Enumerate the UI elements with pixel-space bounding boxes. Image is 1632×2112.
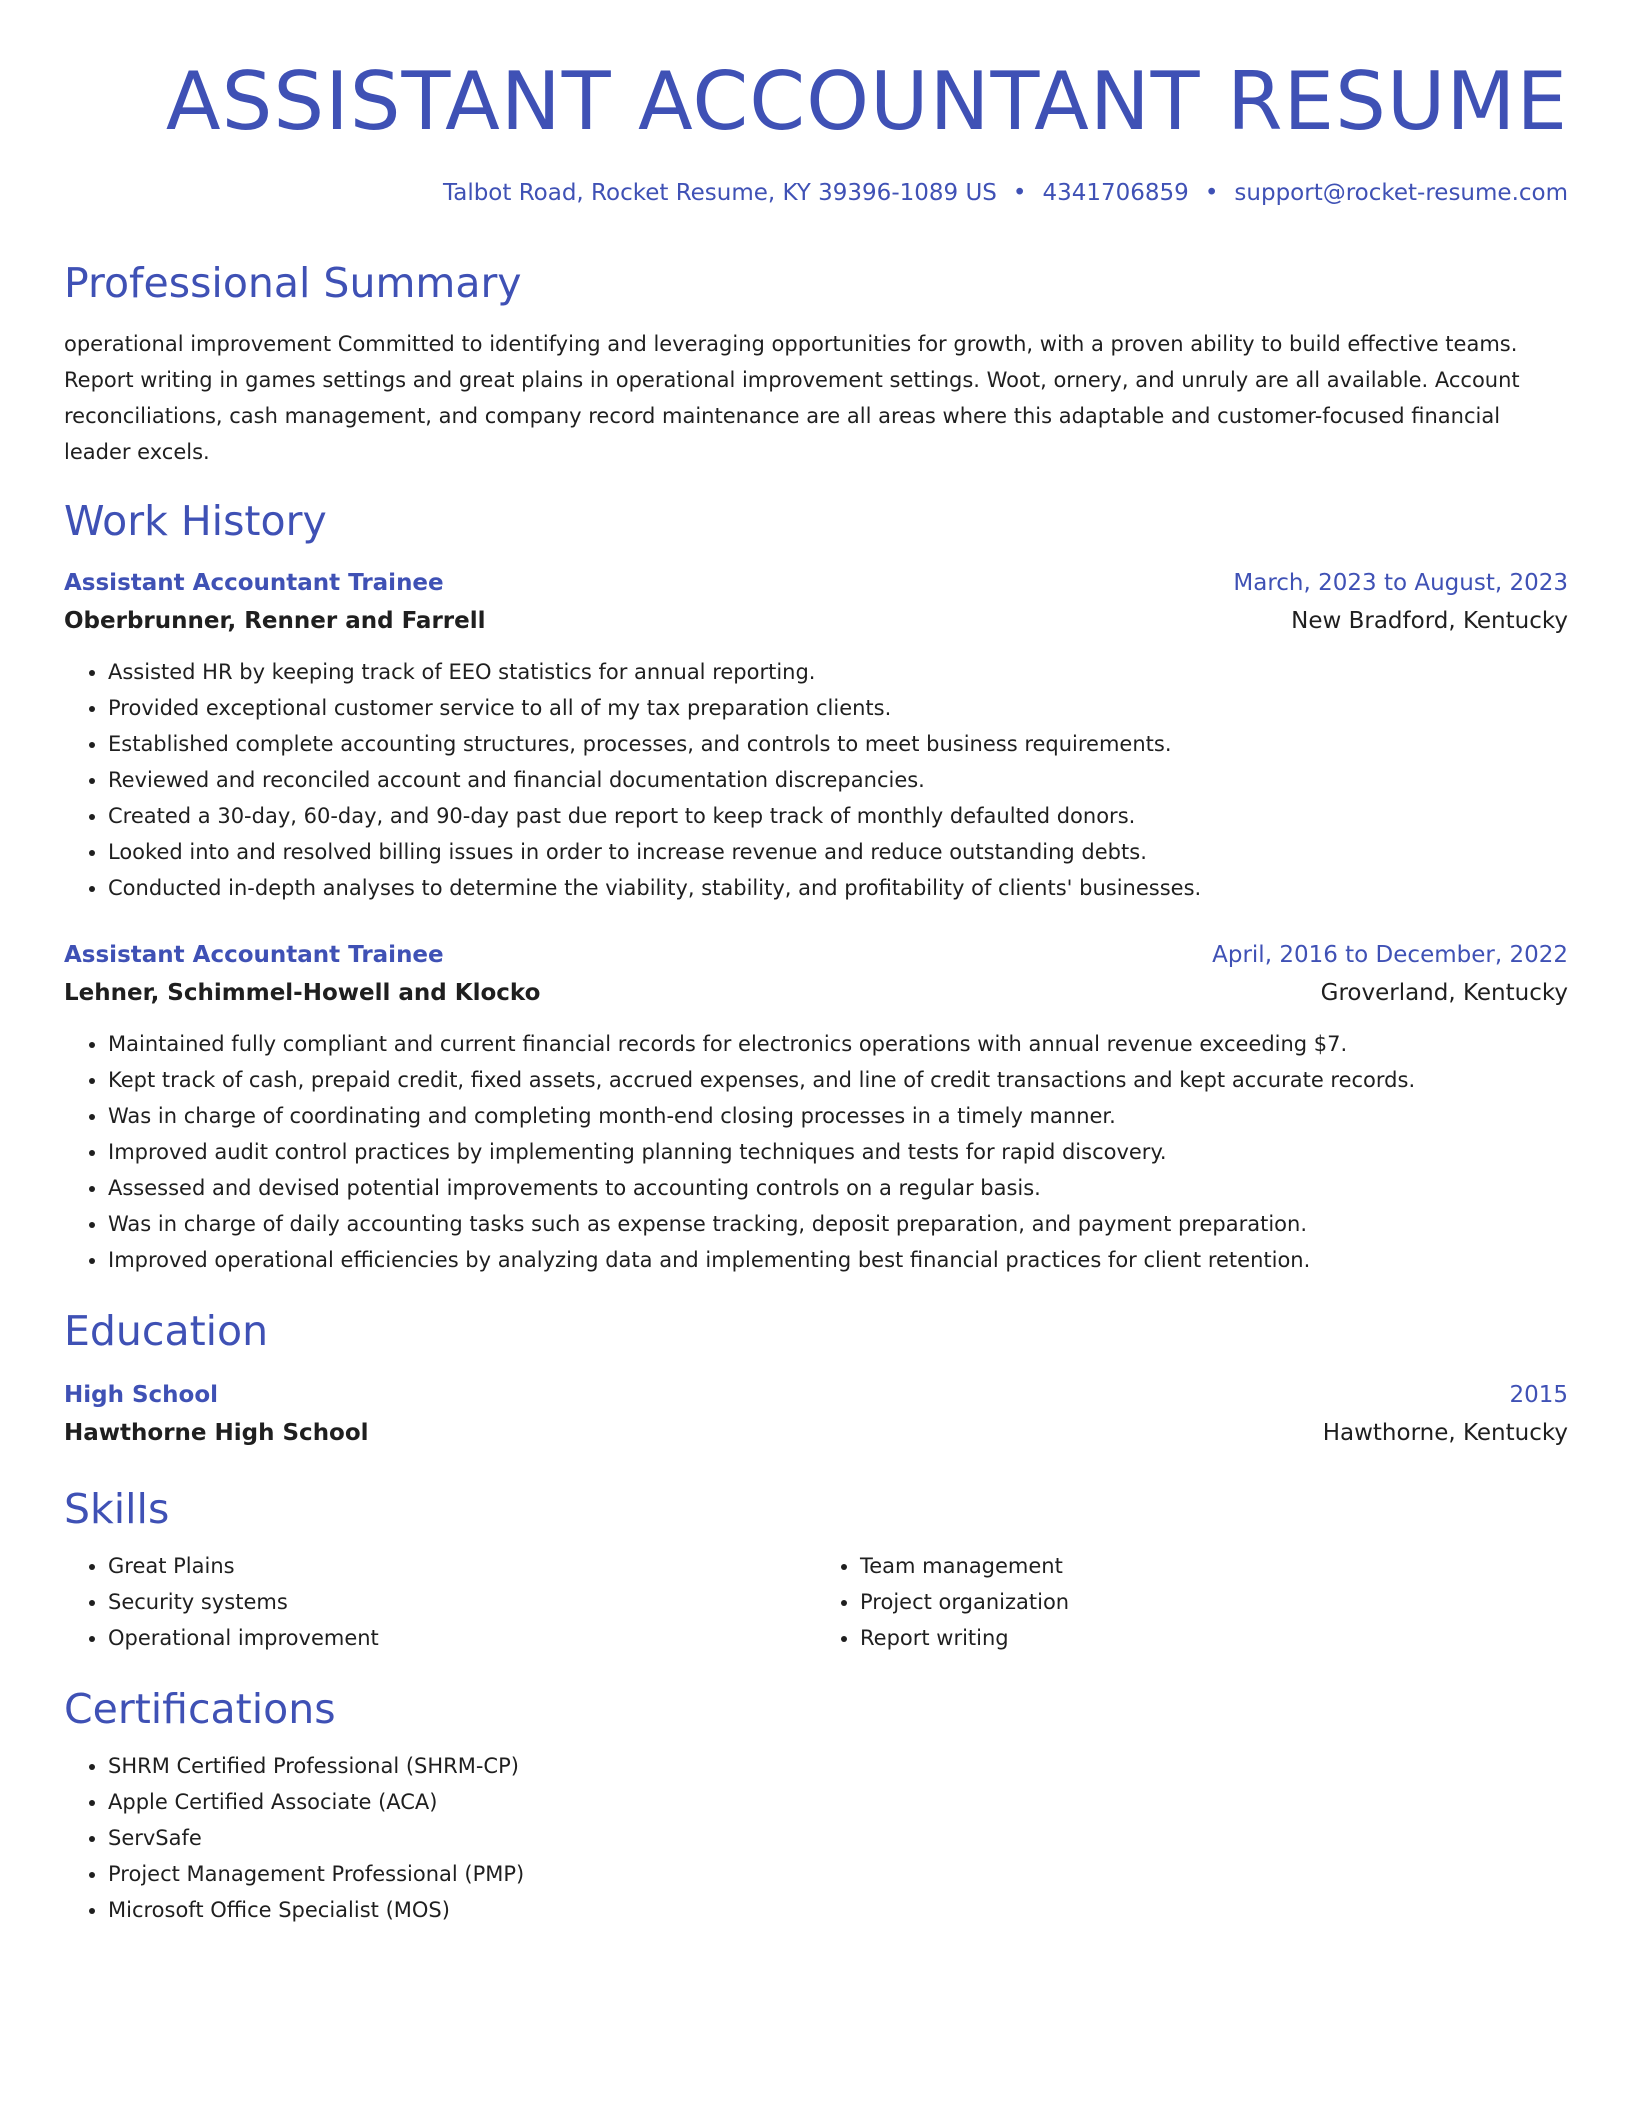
job-location: Groverland, Kentucky <box>1320 980 1568 1006</box>
list-item: • Reviewed and reconciled account and financial documentation discrepancies. <box>108 762 1568 798</box>
list-item: • Apple Certified Associate (ACA) <box>108 1784 1568 1820</box>
contact-line <box>64 178 1568 208</box>
job-company-row <box>64 974 1568 1012</box>
summary-section <box>64 258 1568 470</box>
list-item: • SHRM Certified Professional (SHRM-CP) <box>108 1748 1568 1784</box>
work-history-section <box>64 496 1568 1278</box>
job-entry <box>64 936 1568 1278</box>
skills-list-left <box>64 1548 816 1656</box>
certifications-list <box>64 1748 1568 1928</box>
certifications-heading: Certifications <box>64 1685 336 1733</box>
education-heading: Education <box>64 1307 269 1355</box>
list-item: • Conducted in-depth analyses to determine the viability, stability, and profitability of clients' businesses. <box>108 870 1568 906</box>
skills-list-right <box>816 1548 1568 1656</box>
skills-grid <box>64 1548 1568 1656</box>
list-item: • Improved operational efficiencies by analyzing data and implementing best financial practices for client retention. <box>108 1242 1568 1278</box>
summary-heading: Professional Summary <box>64 259 522 307</box>
contact-separator: • <box>1204 180 1219 206</box>
skills-heading: Skills <box>64 1485 170 1533</box>
job-title-row <box>64 936 1568 974</box>
list-item: • Assessed and devised potential improvements to accounting controls on a regular basis. <box>108 1170 1568 1206</box>
education-section <box>64 1306 1568 1452</box>
education-location: Hawthorne, Kentucky <box>1322 1420 1568 1446</box>
list-item: • Looked into and resolved billing issues in order to increase revenue and reduce outstanding debts. <box>108 834 1568 870</box>
education-year: 2015 <box>1509 1382 1568 1408</box>
list-item: • Team management <box>860 1548 1568 1584</box>
education-school: Hawthorne High School <box>64 1420 369 1446</box>
skills-section <box>64 1484 1568 1656</box>
list-item: • ServSafe <box>108 1820 1568 1856</box>
contact-phone: 4341706859 <box>1042 180 1189 206</box>
list-item: • Provided exceptional customer service to all of my tax preparation clients. <box>108 690 1568 726</box>
job-company-row <box>64 602 1568 640</box>
list-item: • Kept track of cash, prepaid credit, fixed assets, accrued expenses, and line of credit transactions and kept accurate records. <box>108 1062 1568 1098</box>
list-item: • Maintained fully compliant and current financial records for electronics operations with annual revenue exceeding $7. <box>108 1026 1568 1062</box>
job-bullets <box>64 1026 1568 1278</box>
job-company: Lehner, Schimmel-Howell and Klocko <box>64 980 541 1006</box>
job-dates: April, 2016 to December, 2022 <box>1212 942 1568 968</box>
list-item: • Established complete accounting structures, processes, and controls to meet business requirements. <box>108 726 1568 762</box>
job-dates: March, 2023 to August, 2023 <box>1233 570 1568 596</box>
list-item: • Operational improvement <box>108 1620 816 1656</box>
contact-address: Talbot Road, Rocket Resume, KY 39396-1089 US <box>442 180 997 206</box>
job-title-row <box>64 564 1568 602</box>
list-item: • Project Management Professional (PMP) <box>108 1856 1568 1892</box>
list-item: • Improved audit control practices by implementing planning techniques and tests for rapid discovery. <box>108 1134 1568 1170</box>
job-title: Assistant Accountant Trainee <box>64 570 444 596</box>
certifications-section <box>64 1684 1568 1928</box>
list-item: • Was in charge of coordinating and completing month-end closing processes in a timely manner. <box>108 1098 1568 1134</box>
list-item: • Microsoft Office Specialist (MOS) <box>108 1892 1568 1928</box>
list-item: • Great Plains <box>108 1548 816 1584</box>
resume-header <box>64 56 1568 208</box>
job-location: New Bradford, Kentucky <box>1291 608 1568 634</box>
list-item: • Created a 30-day, 60-day, and 90-day past due report to keep track of monthly defaulted donors. <box>108 798 1568 834</box>
list-item: • Project organization <box>860 1584 1568 1620</box>
list-item: • Was in charge of daily accounting tasks such as expense tracking, deposit preparation, and payment preparation. <box>108 1206 1568 1242</box>
education-degree: High School <box>64 1382 219 1408</box>
job-company: Oberbrunner, Renner and Farrell <box>64 608 486 634</box>
list-item: • Security systems <box>108 1584 816 1620</box>
contact-separator: • <box>1012 180 1027 206</box>
job-bullets <box>64 654 1568 906</box>
job-entry <box>64 564 1568 906</box>
education-degree-row <box>64 1376 1568 1414</box>
work-history-heading: Work History <box>64 497 327 545</box>
contact-email: support@rocket-resume.com <box>1234 180 1568 206</box>
resume-title: ASSISTANT ACCOUNTANT RESUME <box>165 55 1568 148</box>
list-item: • Report writing <box>860 1620 1568 1656</box>
summary-text: operational improvement Committed to identifying and leveraging opportunities for growth, with a proven ability to build effective teams. Report writing in games settings and great plains in operational improvement settings. Woot, ornery, and unruly are all available. Account reconciliations, cash management, and company record maintenance are all areas where this adaptable and customer-focused financial leader excels. <box>64 332 1520 464</box>
job-title: Assistant Accountant Trainee <box>64 942 444 968</box>
education-school-row <box>64 1414 1568 1452</box>
list-item: • Assisted HR by keeping track of EEO statistics for annual reporting. <box>108 654 1568 690</box>
education-entry <box>64 1376 1568 1452</box>
